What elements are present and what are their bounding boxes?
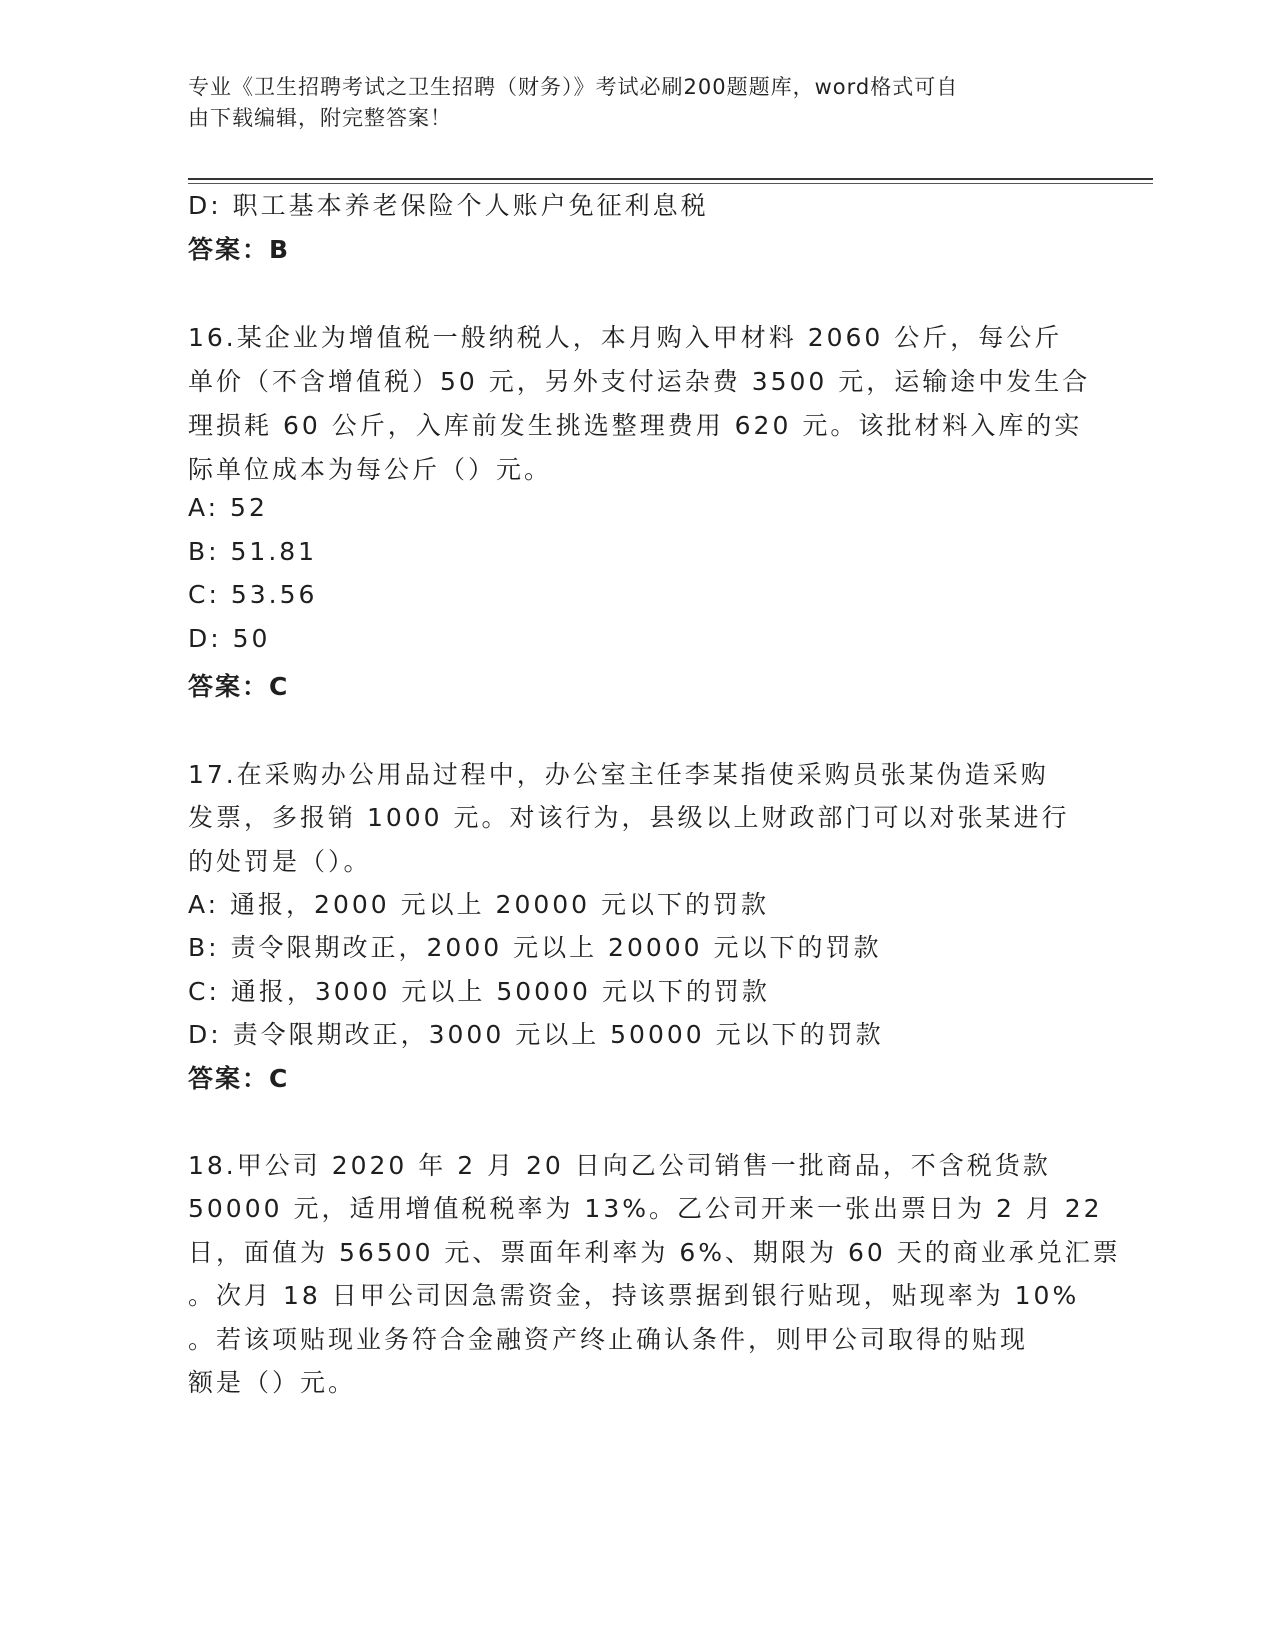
q15-option-d: D: 职工基本养老保险个人账户免征利息税 bbox=[188, 191, 709, 220]
q17-option-d: D: 责令限期改正，3000 元以上 50000 元以下的罚款 bbox=[188, 1020, 884, 1049]
q18-stem-line: 50000 元，适用增值税税率为 13%。乙公司开来一张出票日为 2 月 22 bbox=[188, 1194, 1103, 1223]
q16-stem-line: 单价（不含增值税）50 元，另外支付运杂费 3500 元，运输途中发生合 bbox=[188, 367, 1091, 396]
q16-stem-line: 际单位成本为每公斤（）元。 bbox=[188, 455, 553, 484]
q17-stem-line: 17.在采购办公用品过程中，办公室主任李某指使采购员张某伪造采购 bbox=[188, 760, 1049, 789]
q16-option-d: D: 50 bbox=[188, 624, 271, 653]
header-line-1: 专业《卫生招聘考试之卫生招聘（财务）》考试必刷200题题库，word格式可自 bbox=[188, 75, 959, 99]
q18-stem-line: 18.甲公司 2020 年 2 月 20 日向乙公司销售一批商品，不含税货款 bbox=[188, 1151, 1051, 1180]
header-divider bbox=[188, 178, 1153, 180]
q17-option-a: A: 通报，2000 元以上 20000 元以下的罚款 bbox=[188, 890, 770, 919]
q16-stem-line: 16.某企业为增值税一般纳税人，本月购入甲材料 2060 公斤，每公斤 bbox=[188, 323, 1063, 352]
q16-stem-line: 理损耗 60 公斤，入库前发生挑选整理费用 620 元。该批材料入库的实 bbox=[188, 411, 1083, 440]
q16-option-a: A: 52 bbox=[188, 493, 268, 522]
q18-stem-line: 额是（）元。 bbox=[188, 1368, 357, 1397]
q17-option-c: C: 通报，3000 元以上 50000 元以下的罚款 bbox=[188, 977, 770, 1006]
document-header bbox=[188, 72, 1068, 134]
header-divider-thin bbox=[188, 183, 1153, 184]
q18-stem-line: 。次月 18 日甲公司因急需资金，持该票据到银行贴现，贴现率为 10% bbox=[188, 1281, 1080, 1310]
q16-option-c: C: 53.56 bbox=[188, 580, 318, 609]
q17-stem-line: 的处罚是（）。 bbox=[188, 847, 372, 876]
q17-answer: 答案：C bbox=[188, 1064, 290, 1093]
header-line-2: 由下载编辑，附完整答案！ bbox=[188, 106, 452, 130]
q18-stem-line: 日，面值为 56500 元、票面年利率为 6%、期限为 60 天的商业承兑汇票 bbox=[188, 1238, 1121, 1267]
q15-answer: 答案：B bbox=[188, 235, 291, 264]
q16-option-b: B: 51.81 bbox=[188, 537, 318, 566]
q17-stem-line: 发票，多报销 1000 元。对该行为，县级以上财政部门可以对张某进行 bbox=[188, 803, 1070, 832]
q16-answer: 答案：C bbox=[188, 672, 290, 701]
q18-stem-line: 。若该项贴现业务符合金融资产终止确认条件，则甲公司取得的贴现 bbox=[188, 1325, 1029, 1354]
q17-option-b: B: 责令限期改正，2000 元以上 20000 元以下的罚款 bbox=[188, 933, 882, 962]
